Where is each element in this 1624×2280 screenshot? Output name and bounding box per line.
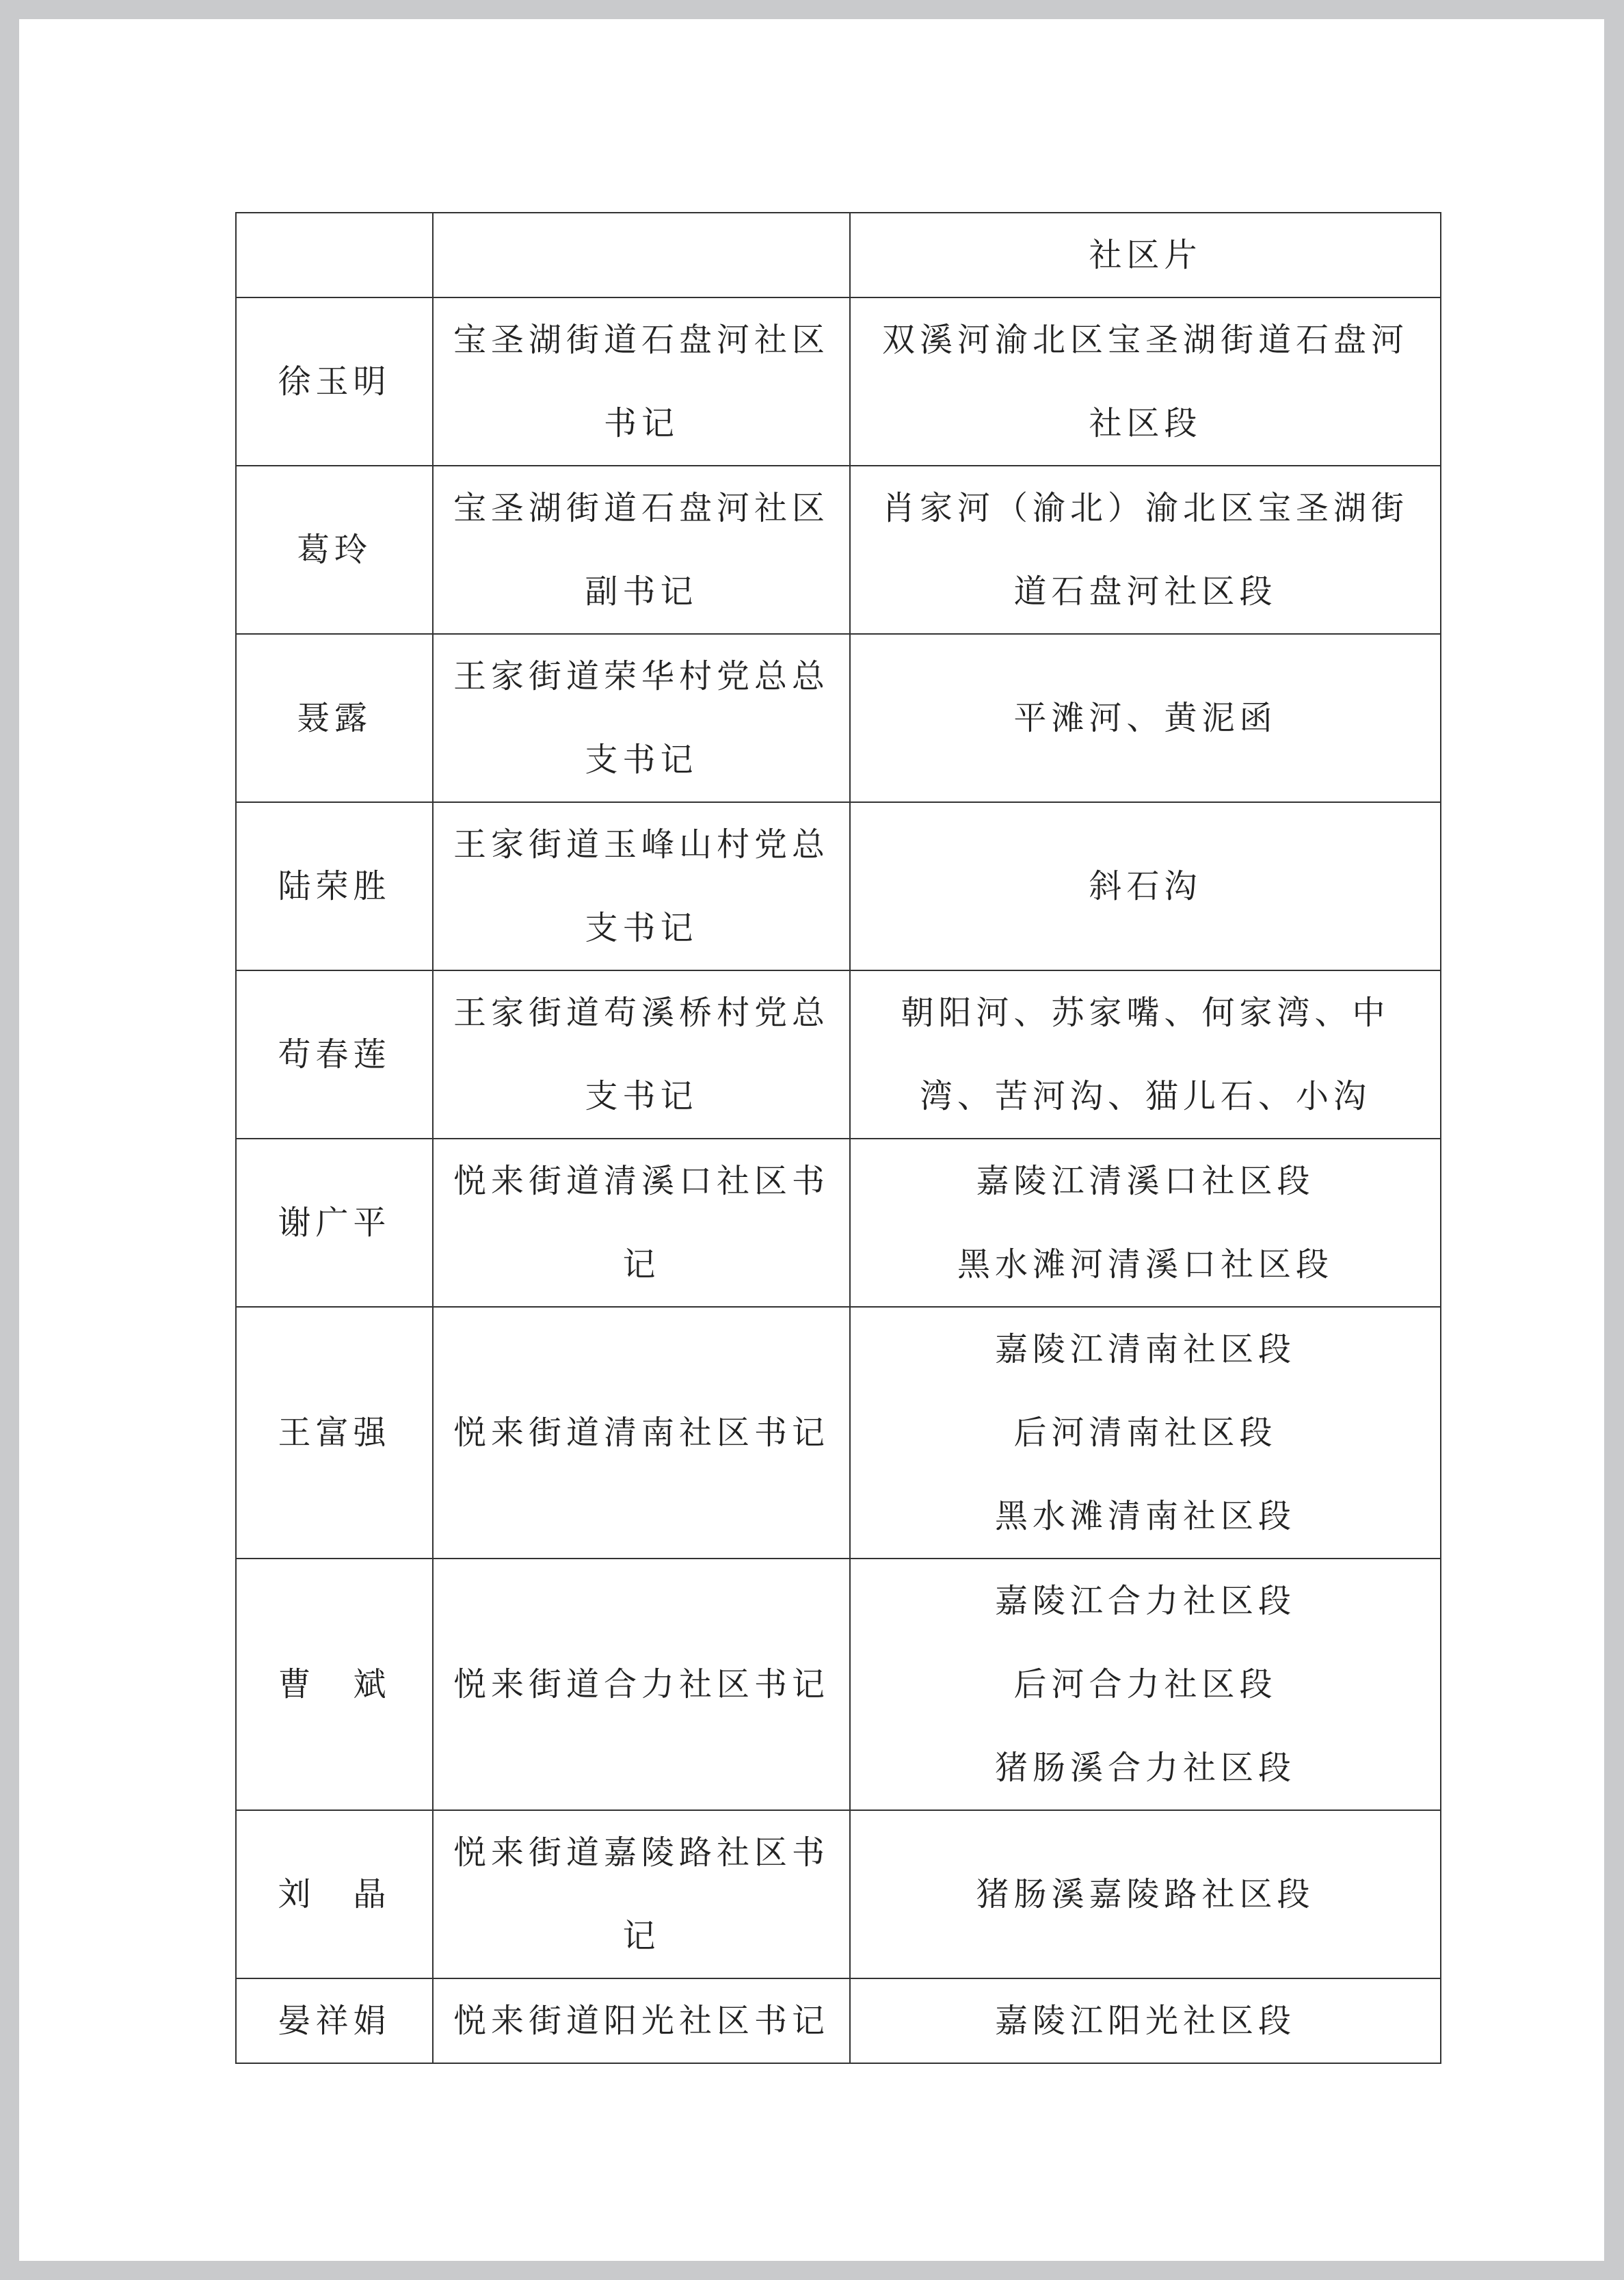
section-line: 斜石沟	[1089, 867, 1202, 905]
table-row	[236, 1307, 1441, 1559]
table-row	[236, 1810, 1441, 1978]
section-cell	[850, 970, 1441, 1139]
position-cell: 悦来街道清溪口社区书记	[433, 1139, 850, 1307]
name-cell: 曹 斌	[236, 1559, 433, 1810]
table-row	[236, 213, 1441, 297]
name-cell: 苟春莲	[236, 970, 433, 1139]
table-row	[236, 297, 1441, 466]
position-cell: 悦来街道嘉陵路社区书记	[433, 1810, 850, 1978]
name-cell: 晏祥娟	[236, 1978, 433, 2063]
name-cell: 刘 晶	[236, 1810, 433, 1978]
position-cell	[433, 213, 850, 297]
section-line: 猪肠溪嘉陵路社区段	[976, 1875, 1315, 1913]
section-cell	[850, 634, 1441, 802]
section-cell	[850, 466, 1441, 634]
table-row	[236, 1978, 1441, 2063]
position-cell: 宝圣湖街道石盘河社区书记	[433, 297, 850, 466]
section-line: 双溪河渝北区宝圣湖街道石盘河社区段	[881, 321, 1409, 442]
section-line: 肖家河（渝北）渝北区宝圣湖街道石盘河社区段	[881, 489, 1409, 611]
section-cell	[850, 297, 1441, 466]
section-cell	[850, 1810, 1441, 1978]
position-cell: 王家街道荣华村党总总支书记	[433, 634, 850, 802]
section-line: 社区片	[1089, 236, 1202, 274]
table-row	[236, 466, 1441, 634]
name-cell: 聂露	[236, 634, 433, 802]
table-row	[236, 1139, 1441, 1307]
section-line: 嘉陵江合力社区段	[994, 1582, 1296, 1620]
position-cell: 悦来街道合力社区书记	[433, 1559, 850, 1810]
document-page	[19, 19, 1604, 2261]
section-cell	[850, 802, 1441, 970]
section-line: 黑水滩河清溪口社区段	[957, 1245, 1333, 1284]
section-line: 朝阳河、苏家嘴、何家湾、中湾、苦河沟、猫儿石、小沟	[901, 994, 1390, 1115]
table-row	[236, 1559, 1441, 1810]
river-chief-table	[235, 212, 1441, 2064]
section-cell	[850, 1978, 1441, 2063]
position-cell: 王家街道苟溪桥村党总支书记	[433, 970, 850, 1139]
section-cell	[850, 1559, 1441, 1810]
name-cell: 徐玉明	[236, 297, 433, 466]
position-cell: 王家街道玉峰山村党总支书记	[433, 802, 850, 970]
table-row	[236, 802, 1441, 970]
section-line: 黑水滩清南社区段	[994, 1497, 1296, 1535]
name-cell: 谢广平	[236, 1139, 433, 1307]
section-line: 嘉陵江清溪口社区段	[976, 1162, 1315, 1200]
section-cell	[850, 1307, 1441, 1559]
name-cell: 葛玲	[236, 466, 433, 634]
table-row	[236, 970, 1441, 1139]
section-line: 后河清南社区段	[1013, 1414, 1277, 1452]
section-line: 嘉陵江阳光社区段	[994, 2002, 1296, 2040]
section-cell	[850, 1139, 1441, 1307]
name-cell	[236, 213, 433, 297]
section-line: 平滩河、黄泥函	[1013, 699, 1277, 737]
section-cell	[850, 213, 1441, 297]
name-cell: 王富强	[236, 1307, 433, 1559]
section-line: 猪肠溪合力社区段	[994, 1749, 1296, 1787]
position-cell: 宝圣湖街道石盘河社区副书记	[433, 466, 850, 634]
section-line: 后河合力社区段	[1013, 1665, 1277, 1704]
table-row	[236, 634, 1441, 802]
section-line: 嘉陵江清南社区段	[994, 1330, 1296, 1368]
position-cell: 悦来街道清南社区书记	[433, 1307, 850, 1559]
position-cell: 悦来街道阳光社区书记	[433, 1978, 850, 2063]
name-cell: 陆荣胜	[236, 802, 433, 970]
